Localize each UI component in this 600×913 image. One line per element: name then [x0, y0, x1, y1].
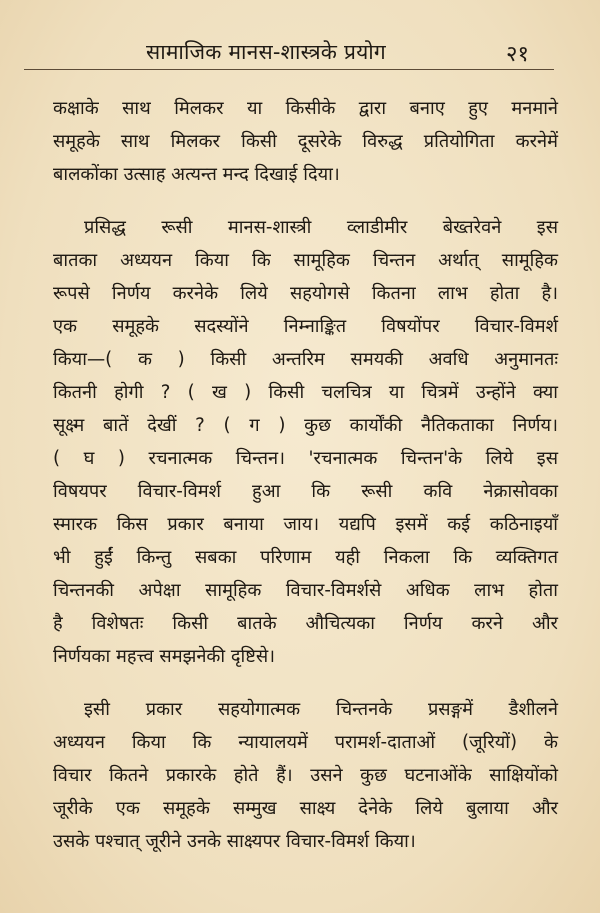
paragraph-gap	[53, 673, 558, 693]
text-line: कक्षाके साथ मिलकर या किसीके द्वारा बनाए हुए मनमाने	[53, 98, 558, 119]
text-line: इसी प्रकार सहयोगात्मक चिन्तनके प्रसङ्गमें डैशीलने	[84, 699, 558, 720]
text-line: प्रसिद्ध रूसी मानस-शास्त्री व्लाडीमीर बेख्तरेवने इस	[84, 217, 558, 238]
paragraph-2	[53, 211, 558, 673]
page-number: २१	[506, 42, 529, 67]
header-rule	[24, 69, 554, 70]
paragraph-gap	[53, 191, 558, 211]
text-line: रूपसे निर्णय करनेके लिये सहयोगसे कितना लाभ होता है।	[53, 283, 558, 304]
text-line: सूक्ष्म बातें देखीं ? ( ग ) कुछ कार्योंकी नैतिकताका निर्णय।	[53, 415, 558, 436]
text-line: जूरीके एक समूहके सम्मुख साक्ष्य देनेके लिये बुलाया और	[53, 798, 558, 819]
text-line: बातका अध्ययन किया कि सामूहिक चिन्तन अर्थात् सामूहिक	[53, 250, 558, 271]
text-line: विषयपर विचार-विमर्श हुआ कि रूसी कवि नेक्रासोवका	[53, 481, 558, 502]
text-line: भी हुईं किन्तु सबका परिणाम यही निकला कि व्यक्तिगत	[53, 547, 558, 568]
text-line: बालकोंका उत्साह अत्यन्त मन्द दिखाई दिया।	[53, 164, 340, 185]
text-line: किया—( क ) किसी अन्तरिम समयकी अवधि अनुमानतः	[53, 349, 558, 370]
text-line: विचार कितने प्रकारके होते हैं। उसने कुछ घटनाओंके साक्षियोंको	[53, 765, 558, 786]
paragraph-3	[53, 693, 558, 858]
text-line: उसके पश्चात् जूरीने उनके साक्ष्यपर विचार-विमर्श किया।	[53, 831, 416, 852]
text-line: कितनी होगी ? ( ख ) किसी चलचित्र या चित्रमें उन्होंने क्या	[53, 382, 558, 403]
text-line: समूहके साथ मिलकर किसी दूसरेके विरुद्ध प्रतियोगिता करनेमें	[53, 131, 558, 152]
body-text	[53, 92, 558, 858]
text-line: ( घ ) रचनात्मक चिन्तन। 'रचनात्मक चिन्तन'के लिये इस	[53, 448, 558, 469]
running-title: सामाजिक मानस-शास्त्रके प्रयोग	[146, 40, 386, 64]
text-line: एक समूहके सदस्योंने निम्नाङ्कित विषयोंपर विचार-विमर्श	[53, 316, 558, 337]
text-line: चिन्तनकी अपेक्षा सामूहिक विचार-विमर्शसे अधिक लाभ होता	[53, 580, 558, 601]
text-line: अध्ययन किया कि न्यायालयमें परामर्श-दाताओं (जूरियों) के	[53, 732, 558, 753]
paragraph-1	[53, 92, 558, 191]
text-line: निर्णयका महत्त्व समझनेकी दृष्टिसे।	[53, 646, 276, 667]
text-line: स्मारक किस प्रकार बनाया जाय। यद्यपि इसमें कई कठिनाइयाँ	[53, 514, 558, 535]
page-header	[0, 30, 600, 70]
text-line: है विशेषतः किसी बातके औचित्यका निर्णय करने और	[53, 613, 558, 634]
